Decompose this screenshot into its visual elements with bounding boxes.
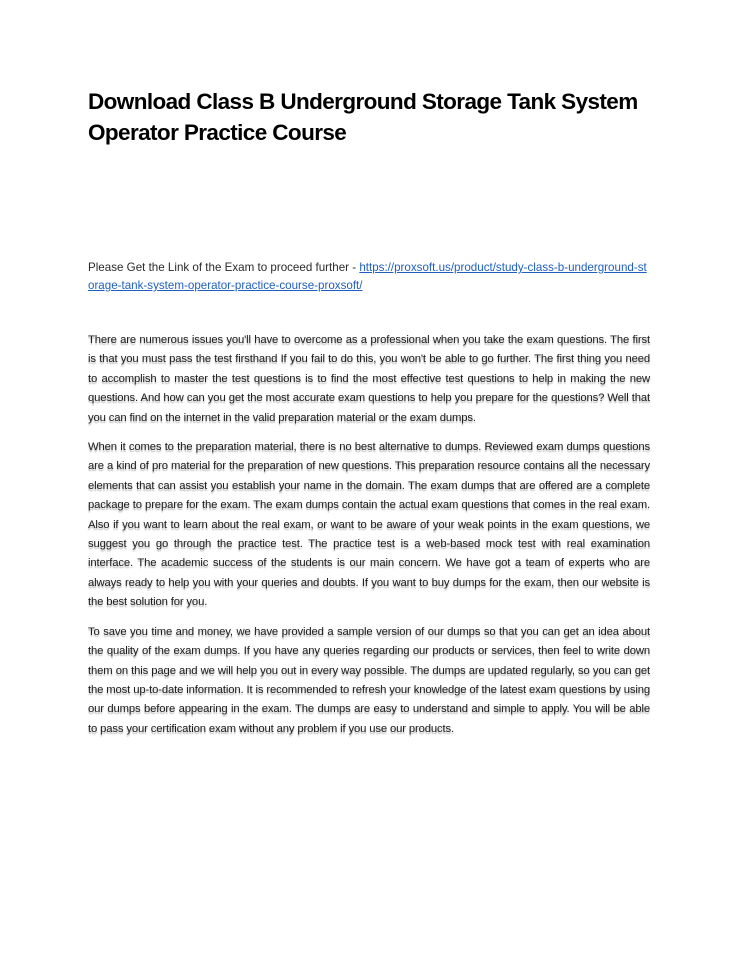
paragraph-1: There are numerous issues you'll have to overcome as a professional when you take the exam questions. The first is that you must pass the test firsthand If you fail to do this, you won't be able to go further. The first thing you need to accomplish to master the test questions is to find the most effective test questions to help in making the new questions. And how can you get the most accurate exam questions to help you prepare for the questions? Well that you can find on the internet in the valid preparation material or the exam dumps. bbox=[88, 334, 650, 424]
intro-line bbox=[88, 259, 650, 295]
paragraph-3: To save you time and money, we have provided a sample version of our dumps so that you can get an idea about the quality of the exam dumps. If you have any queries regarding our products or services, then feel to write down them on this page and we will help you out in every way possible. The dumps are updated regularly, so you can get the most up-to-date information. It is recommended to refresh your knowledge of the latest exam questions by using our dumps before appearing in the exam. The dumps are easy to understand and simple to apply. You will be able to pass your certification exam without any problem if you use our products. bbox=[88, 625, 650, 735]
document-page bbox=[88, 86, 650, 749]
intro-text: Please Get the Link of the Exam to proceed further - bbox=[88, 261, 360, 274]
exam-link[interactable]: https://proxsoft.us/product/study-class-b-underground-storage-tank-system-operator-practice-course-proxsoft/ bbox=[88, 261, 647, 292]
paragraph-2: When it comes to the preparation material, there is no best alternative to dumps. Reviewed exam dumps questions are a kind of pro material for the preparation of new questions. This preparation resource contains all the necessary elements that can assist you establish your name in the domain. The exam dumps that are offered are a complete package to prepare for the exam. The exam dumps contain the actual exam questions that comes in the real exam. Also if you want to learn about the real exam, or want to be aware of your weak points in the exam questions, we suggest you go through the practice test. The practice test is a web-based mock test with real examination interface. The academic success of the students is our main concern. We have got a team of experts who are always ready to help you with your queries and doubts. If you want to buy dumps for the exam, then our website is the best solution for you. bbox=[88, 441, 650, 609]
body-text bbox=[88, 331, 650, 739]
page-title: Download Class B Underground Storage Tank System Operator Practice Course bbox=[88, 89, 638, 145]
